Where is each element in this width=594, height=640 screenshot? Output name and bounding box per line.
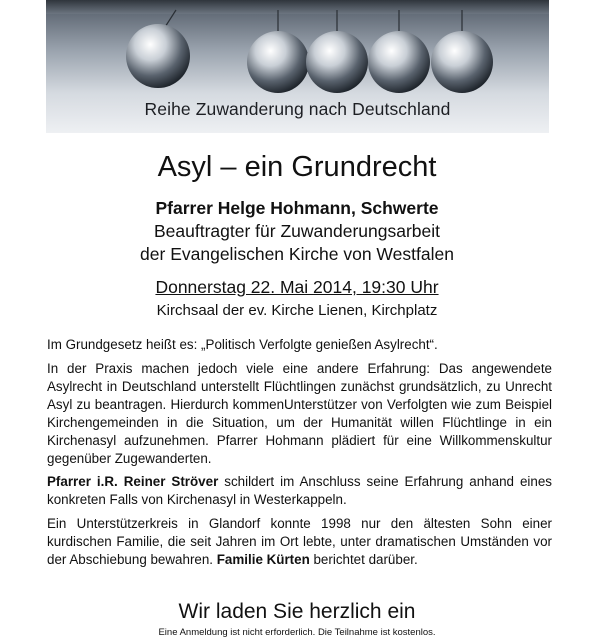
paragraph-glandorf-end: berichtet darüber. [309,552,418,567]
paragraph-practice: In der Praxis machen jedoch viele eine andere Erfahrung: Das angewendete Asylrecht in Deutschland unterstellt Flüchtlingen zunächst grundsätzlich, zu Unrecht Asyl zu beantragen. Hierdurch kommenUnterstützer von Verfolgten wie zum Beispiel Kirchengemeinden in die Situation, um der Humanität willen Flüchtlinge in ein Kirchenasyl aufzunehmen. Pfarrer Hohmann plädiert für eine Willkommenskultur gegenüber Zugewanderten. [47,361,552,466]
paragraph-glandorf-text: Ein Unterstützerkreis in Glandorf konnte 1998 nur den ältesten Sohn einer kurdischen Familie, die seit Jahren im Ort lebte, unter dramatischen Umständen vor der Abschiebung bewahren. [47,516,552,567]
page-title: Asyl – ein Grundrecht [157,151,437,183]
paragraph-stroever [47,473,552,509]
event-venue: Kirchsaal der ev. Kirche Lienen, Kirchplatz [156,302,438,319]
header-banner [46,0,549,133]
paragraph-stroever-text: schildert im Anschluss seine Erfahrung anhand eines konkreten Falls von Kirchenasyl in Westerkappeln. [47,474,552,507]
series-caption: Reihe Zuwanderung nach Deutschland [144,99,451,119]
speaker-role-line1: Beauftragter für Zuwanderungsarbeit [154,221,440,241]
family-name: Familie Kürten [216,552,310,567]
registration-note: Eine Anmeldung ist nicht erforderlich. Die Teilnahme ist kostenlos. [158,627,436,638]
speaker-role-line2: der Evangelischen Kirche von Westfalen [140,244,454,264]
speaker-name: Pfarrer Helge Hohmann, Schwerte [155,198,439,218]
paragraph-glandorf [47,515,552,569]
speaker2-name: Pfarrer i.R. Reiner Ströver [47,474,219,489]
event-date: Donnerstag 22. Mai 2014, 19:30 Uhr [155,277,439,297]
paragraph-intro: Im Grundgesetz heißt es: „Politisch Verfolgte genießen Asylrecht“. [47,337,438,352]
invitation-heading: Wir laden Sie herzlich ein [178,600,416,623]
